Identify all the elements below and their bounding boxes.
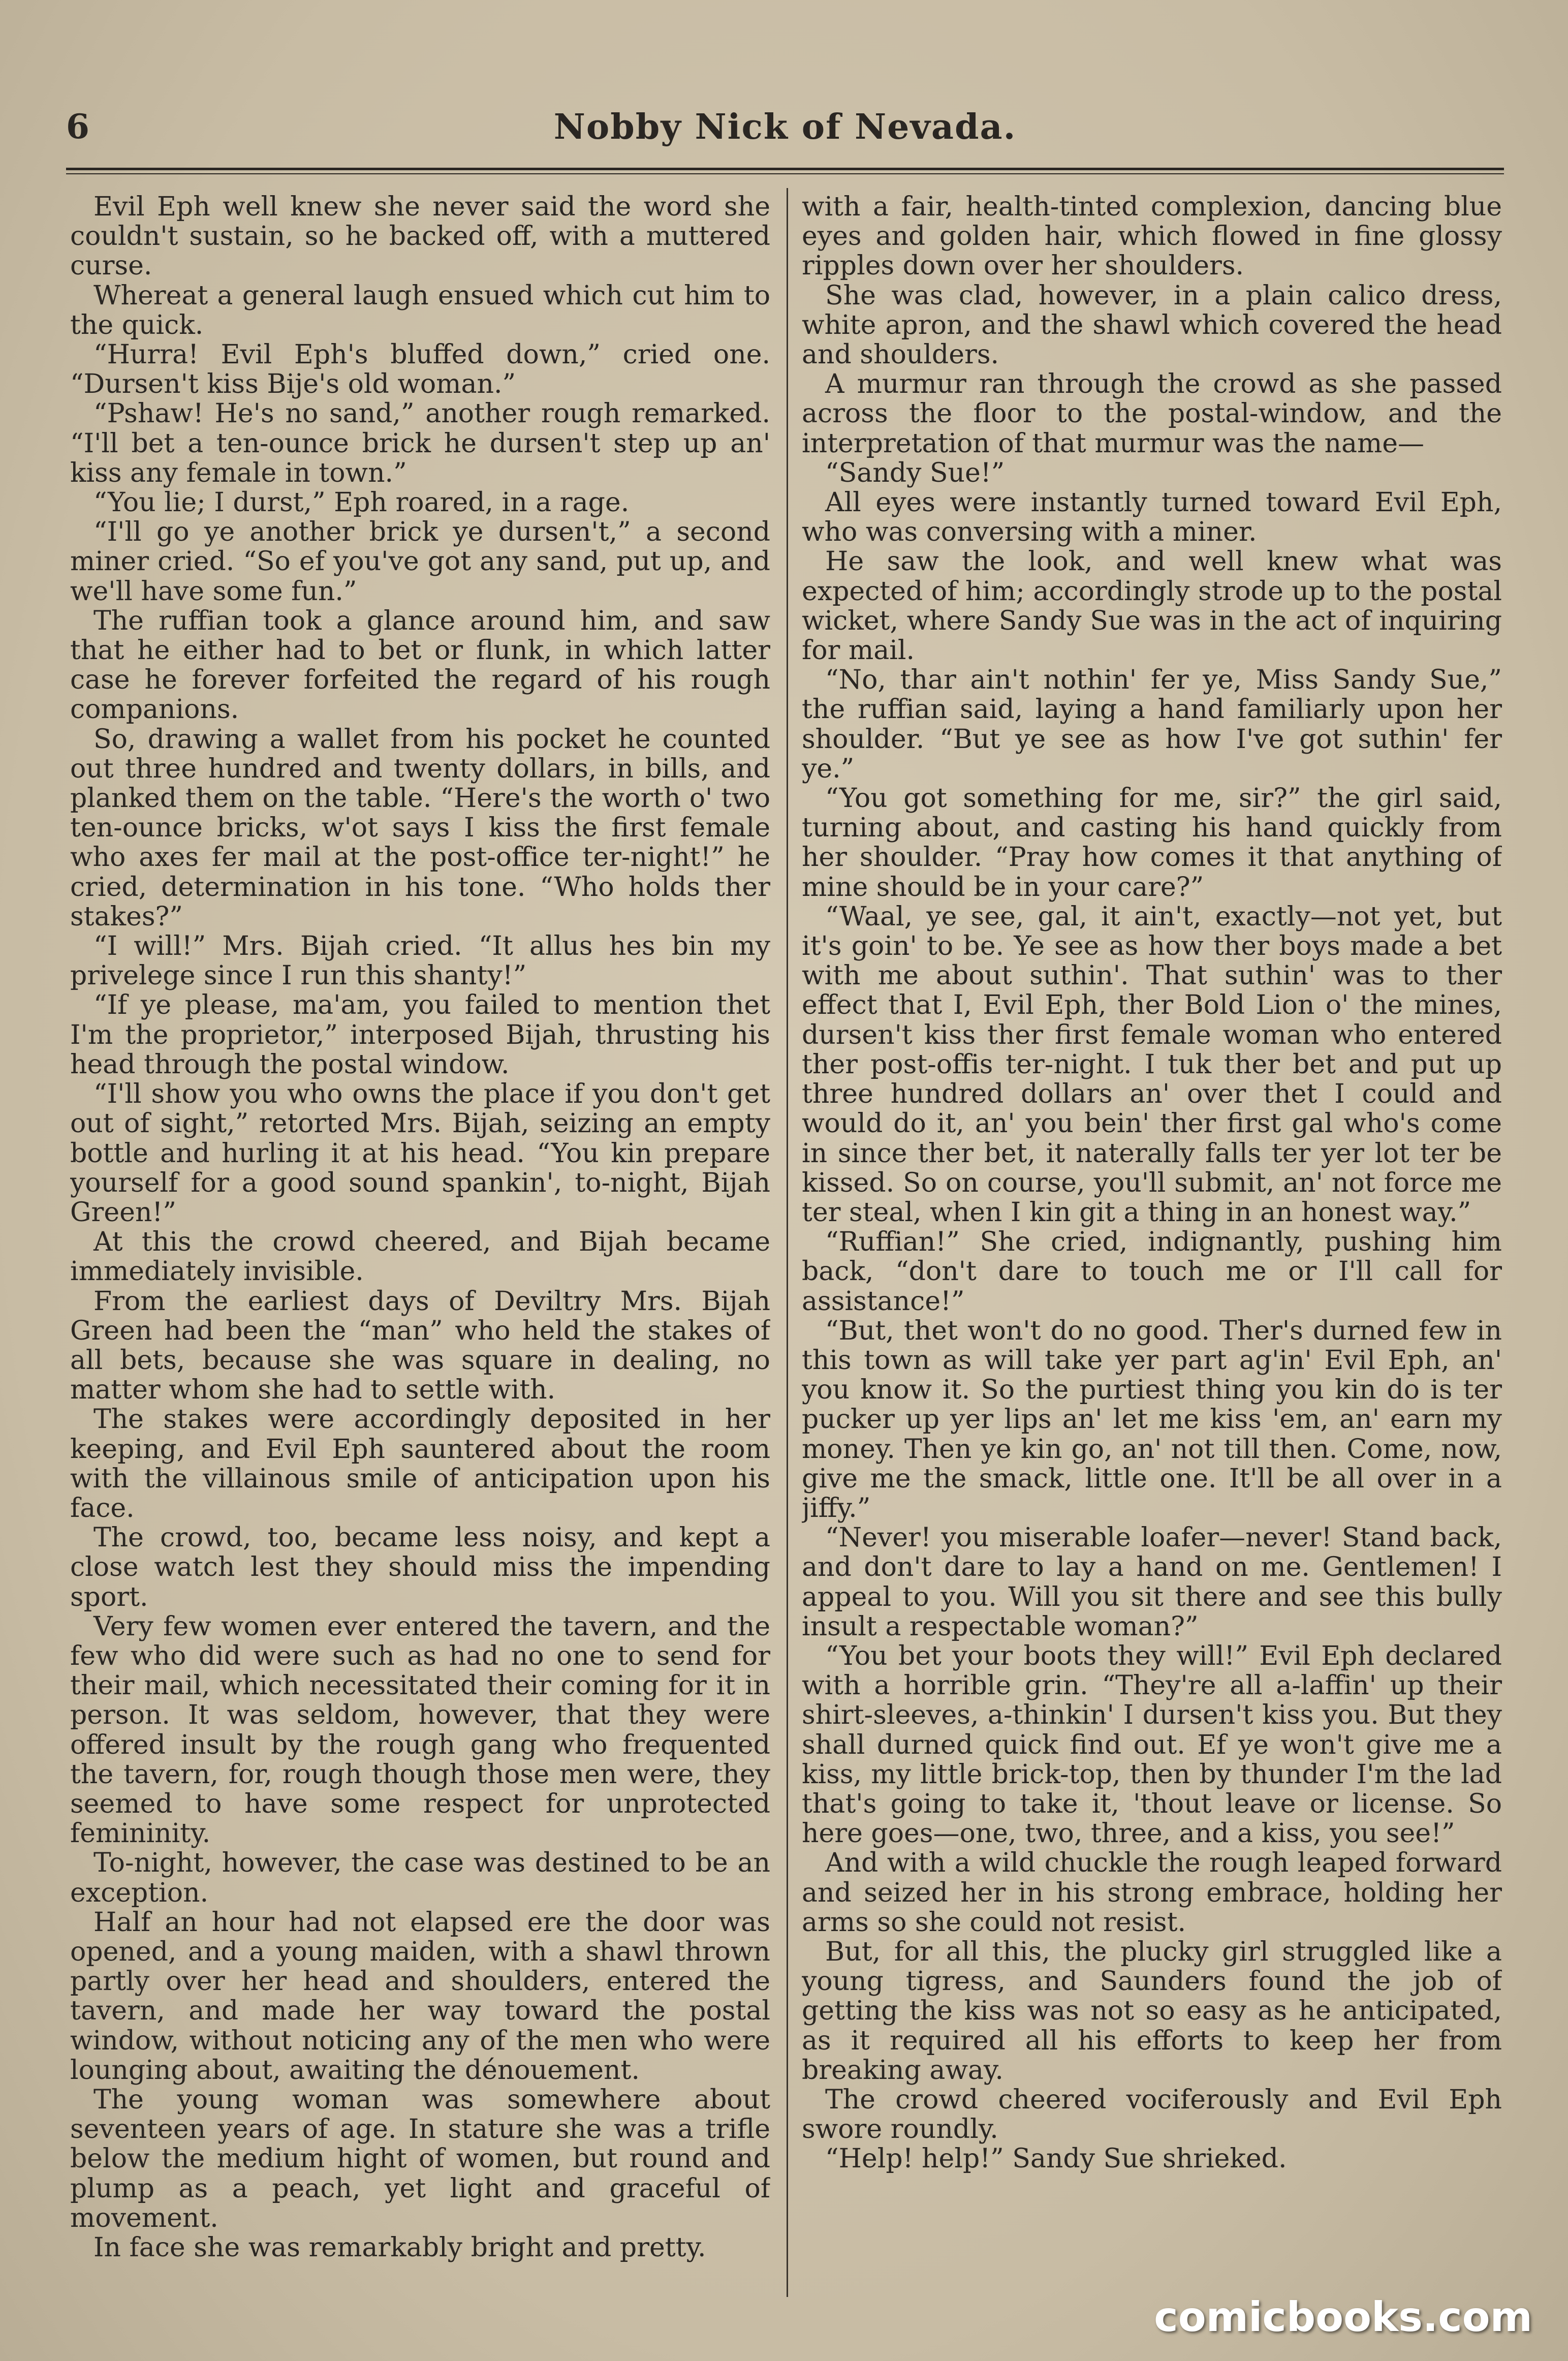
page-title: Nobby Nick of Nevada. (553, 107, 1017, 147)
paragraph: He saw the look, and well knew what was expected of him; accordingly strode up to the postal wicket, where Sandy Sue was in the act of inquiring for mail. (802, 546, 1502, 666)
paragraph: “Sandy Sue!” (825, 457, 1005, 488)
paragraph: But, for all this, the plucky girl struggled like a young tigress, and Saunders found the job of getting the kiss was not so easy as he anticipated, as it required all his efforts to keep her from breaking away. (802, 1936, 1502, 2086)
paragraph: “I'll go ye another brick ye dursen't,” a second miner cried. “So ef you've got any sand, put up, and we'll have some fun.” (70, 517, 770, 607)
paragraph: “Pshaw! He's no sand,” another rough remarked. “I'll bet a ten-ounce brick he dursen't step up an' kiss any female in town.” (70, 398, 770, 488)
paragraph: To-night, however, the case was destined to be an exception. (70, 1848, 770, 1908)
paragraph: Half an hour had not elapsed ere the door was opened, and a young maiden, with a shawl thrown partly over her head and shoulders, entered the tavern, and made her way toward the postal window, without noticing any of the men who were lounging about, awaiting the dénouement. (70, 1907, 770, 2086)
paragraph: All eyes were instantly turned toward Evil Eph, who was conversing with a miner. (802, 487, 1502, 548)
paragraph: “You bet your boots they will!” Evil Eph declared with a horrible grin. “They're all a-laffin' up their shirt-sleeves, a-thinkin' I dursen't kiss you. But they shall durned quick find out. Ef ye won't give me a kiss, my little brick-top, then by thunder I'm the lad that's going to take it, 'thout leave or license. So here goes—one, two, three, and a kiss, you see!” (802, 1640, 1502, 1849)
paragraph: “Never! you miserable loafer—never! Stand back, and don't dare to lay a hand on me. Gentlemen! I appeal to you. Will you sit there and see this bully insult a respectable woman?” (802, 1523, 1502, 1642)
paragraph: “I will!” Mrs. Bijah cried. “It allus hes bin my privelege since I run this shanty!” (70, 931, 770, 991)
paragraph: “Ruffian!” She cried, indignantly, pushing him back, “don't dare to touch me or I'll call for assistance!” (802, 1227, 1502, 1317)
paragraph: The stakes were accordingly deposited in her keeping, and Evil Eph sauntered about the room with the villainous smile of anticipation upon his face. (70, 1404, 770, 1524)
paragraph: At this the crowd cheered, and Bijah became immediately invisible. (70, 1227, 770, 1287)
paragraph: “If ye please, ma'am, you failed to mention thet I'm the proprietor,” interposed Bijah, thrusting his head through the postal window. (70, 990, 770, 1080)
paragraph: “No, thar ain't nothin' fer ye, Miss Sandy Sue,” the ruffian said, laying a hand familiarly upon her shoulder. “But ye see as how I've got suthin' fer ye.” (802, 665, 1502, 784)
paragraph: In face she was remarkably bright and pretty. (93, 2232, 706, 2263)
paragraph: The crowd cheered vociferously and Evil Eph swore roundly. (802, 2085, 1502, 2145)
right-column (802, 192, 1502, 2306)
column-divider (787, 188, 788, 2297)
paragraph: “But, thet won't do no good. Ther's durned few in this town as will take yer part ag'in' Evil Eph, an' you know it. So the purtiest thing you kin do is ter pucker up yer lips an' let me kiss 'em, an' earn my money. Then ye kin go, an' not till then. Come, now, give me the smack, little one. It'll be all over in a jiffy.” (802, 1315, 1502, 1524)
paragraph: Whereat a general laugh ensued which cut him to the quick. (70, 280, 770, 340)
paragraph: Very few women ever entered the tavern, and the few who did were such as had no one to send for their mail, which necessitated their coming for it in person. It was seldom, however, that they were offered insult by the rough gang who frequented the tavern, for, rough though those men were, they seemed to have some respect for unprotected femininity. (70, 1611, 770, 1849)
paragraph: “Hurra! Evil Eph's bluffed down,” cried one. “Dursen't kiss Bije's old woman.” (70, 339, 770, 400)
paragraph: The ruffian took a glance around him, and saw that he either had to bet or flunk, in which latter case he forever forfeited the regard of his rough companions. (70, 605, 770, 725)
paragraph: The young woman was somewhere about seventeen years of age. In stature she was a trifle below the medium hight of women, but round and plump as a peach, yet light and graceful of movement. (70, 2085, 770, 2233)
paragraph-continuation: with a fair, health-tinted complexion, dancing blue eyes and golden hair, which flowed in fine glossy ripples down over her shoulders. (802, 192, 1502, 282)
paragraph: “You lie; I durst,” Eph roared, in a rage. (93, 487, 630, 518)
paragraph: A murmur ran through the crowd as she passed across the floor to the postal-window, and the interpretation of that murmur was the name— (802, 369, 1502, 459)
paragraph: Evil Eph well knew she never said the word she couldn't sustain, so he backed off, with a muttered curse. (70, 192, 770, 282)
paragraph: “Help! help!” Sandy Sue shrieked. (825, 2143, 1287, 2174)
paragraph: She was clad, however, in a plain calico dress, white apron, and the shawl which covered the head and shoulders. (802, 280, 1502, 370)
paragraph: “Waal, ye see, gal, it ain't, exactly—not yet, but it's goin' to be. Ye see as how ther boys made a bet with me about suthin'. That suthin' was to ther effect that I, Evil Eph, ther Bold Lion o' the mines, dursen't kiss ther first female woman who entered ther post-offis ter-night. I tuk ther bet and put up three hundred dollars an' over thet I could and would do it, an' you bein' ther first gal who's come in since ther bet, it naterally falls ter yer lot ter be kissed. So on course, you'll submit, an' not force me ter steal, when I kin git a thing in an honest way.” (802, 901, 1502, 1228)
paragraph: And with a wild chuckle the rough leaped forward and seized her in his strong embrace, holding her arms so she could not resist. (802, 1848, 1502, 1938)
page-header (66, 107, 1504, 152)
paragraph: “You got something for me, sir?” the girl said, turning about, and casting his hand quickly from her shoulder. “Pray how comes it that anything of mine should be in your care?” (802, 783, 1502, 903)
paragraph: “I'll show you who owns the place if you don't get out of sight,” retorted Mrs. Bijah, seizing an empty bottle and hurling it at his head. “You kin prepare yourself for a good sound spankin', to-night, Bijah Green!” (70, 1079, 770, 1228)
paragraph: The crowd, too, became less noisy, and kept a close watch lest they should miss the impending sport. (70, 1523, 770, 1612)
left-column (70, 192, 770, 2306)
paragraph: So, drawing a wallet from his pocket he counted out three hundred and twenty dollars, in bills, and planked them on the table. “Here's the worth o' two ten-ounce bricks, w'ot says I kiss the first female who axes fer mail at the post-office ter-night!” he cried, determination in his tone. “Who holds ther stakes?” (70, 724, 770, 932)
header-rule (66, 168, 1504, 174)
page-number: 6 (66, 107, 89, 146)
watermark: comicbooks.com (1154, 2293, 1532, 2341)
paragraph: From the earliest days of Deviltry Mrs. Bijah Green had been the “man” who held the stakes of all bets, because she was square in dealing, no matter whom she had to settle with. (70, 1286, 770, 1406)
